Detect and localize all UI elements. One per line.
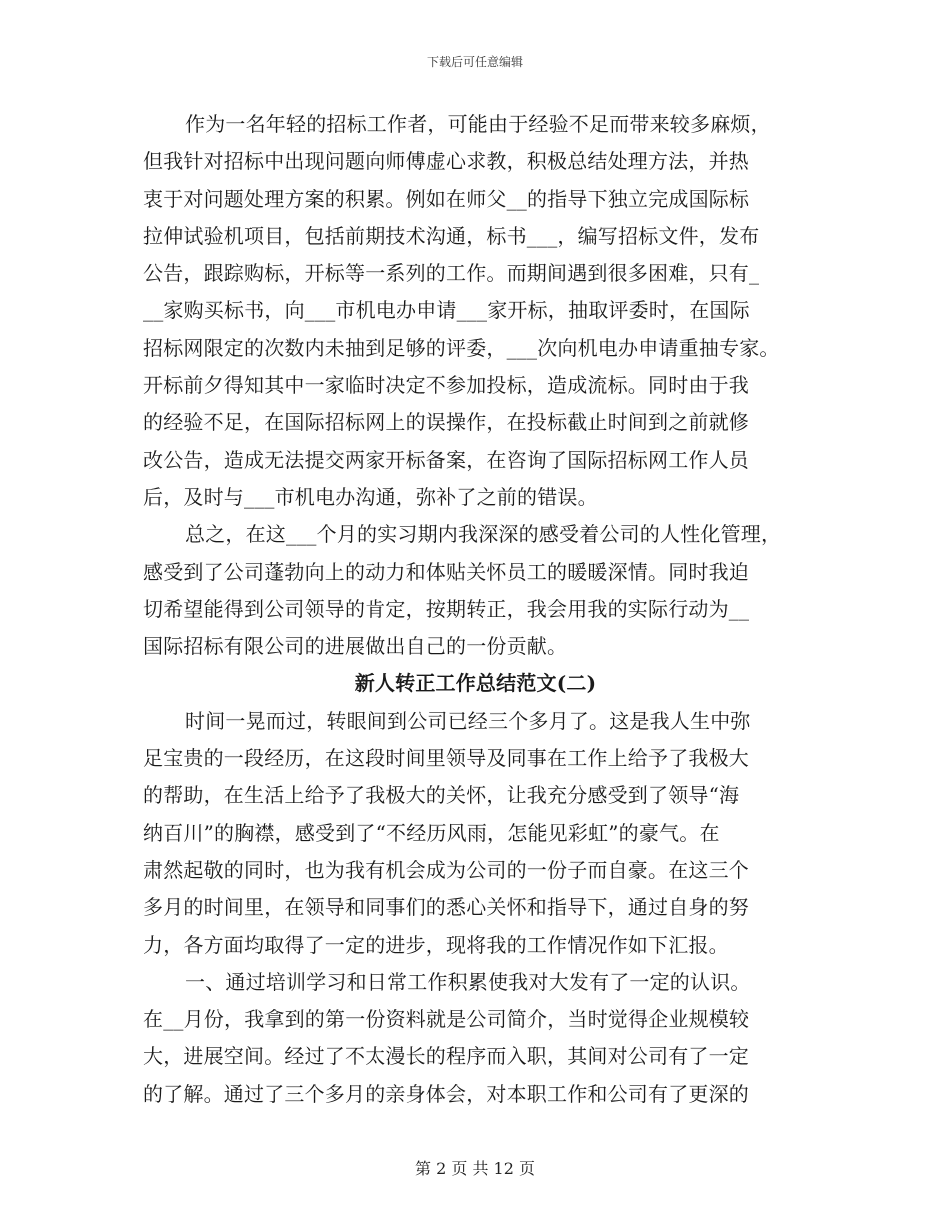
header-note: 下载后可任意编辑: [426, 55, 523, 69]
text-line: 一、通过培训学习和日常工作积累使我对大发有了一定的认识。: [185, 969, 751, 994]
text-line: 大，进展空间。经过了不太漫长的程序而入职，其间对公司有了一定: [143, 1044, 749, 1069]
text-line: 后，及时与___市机电办沟通，弥补了之前的错误。: [143, 484, 598, 509]
text-line: 的帮助，在生活上给予了我极大的关怀，让我充分感受到了领导“海: [143, 783, 740, 808]
text-line: 衷于对问题处理方案的积累。例如在师父__的指导下独立完成国际标: [143, 186, 750, 211]
text-line: 公告，跟踪购标，开标等一系列的工作。而期间遇到很多困难，只有_: [143, 261, 760, 286]
text-line: 的了解。通过了三个多月的亲身体会，对本职工作和公司有了更深的: [143, 1081, 749, 1106]
text-line: 改公告，造成无法提交两家开标备案，在咨询了国际招标网工作人员: [143, 447, 749, 472]
text-line: 力，各方面均取得了一定的进步，现将我的工作情况作如下汇报。: [143, 932, 729, 957]
text-line: 多月的时间里，在领导和同事们的悉心关怀和指导下，通过自身的努: [143, 895, 749, 920]
text-line: 肃然起敬的同时，也为我有机会成为公司的一份子而自豪。在这三个: [143, 857, 749, 882]
text-line: 但我针对招标中出现问题向师傅虚心求教，积极总结处理方法，并热: [143, 149, 749, 174]
text-line: 国际招标有限公司的进展做出自己的一份贡献。: [143, 634, 568, 659]
document-body: [143, 106, 808, 1113]
page-footer: 第 2 页 共 12 页: [415, 1159, 535, 1178]
text-line: 开标前夕得知其中一家临时决定不参加投标，造成流标。同时由于我: [143, 373, 749, 398]
text-line: 感受到了公司蓬勃向上的动力和体贴关怀员工的暖暖深情。同时我迫: [143, 559, 749, 584]
text-line: 的经验不足，在国际招标网上的误操作，在投标截止时间到之前就修: [143, 410, 749, 435]
text-line: 切希望能得到公司领导的肯定，按期转正，我会用我的实际行动为__: [143, 596, 750, 621]
text-line: 作为一名年轻的招标工作者，可能由于经验不足而带来较多麻烦，: [185, 112, 771, 136]
text-line: 拉伸试验机项目，包括前期技术沟通，标书___，编写招标文件，发布: [143, 223, 760, 248]
text-line: 总之，在这___个月的实习期内我深深的感受着公司的人性化管理，: [185, 522, 782, 547]
text-line: 时间一晃而过，转眼间到公司已经三个多月了。这是我人生中弥: [185, 708, 751, 733]
text-line: 足宝贵的一段经历，在这段时间里领导及同事在工作上给予了我极大: [143, 746, 749, 771]
text-line: 招标网限定的次数内未抽到足够的评委，___次向机电办申请重抽专家。: [143, 335, 780, 360]
text-line: __家购买标书，向___市机电办申请___家开标，抽取评委时，在国际: [143, 298, 750, 323]
section-title: 新人转正工作总结范文(二): [354, 671, 597, 696]
text-line: 在__月份，我拿到的第一份资料就是公司简介，当时觉得企业规模较: [143, 1007, 750, 1032]
text-line: 纳百川”的胸襟，感受到了“不经历风雨，怎能见彩虹”的豪气。在: [143, 820, 720, 845]
